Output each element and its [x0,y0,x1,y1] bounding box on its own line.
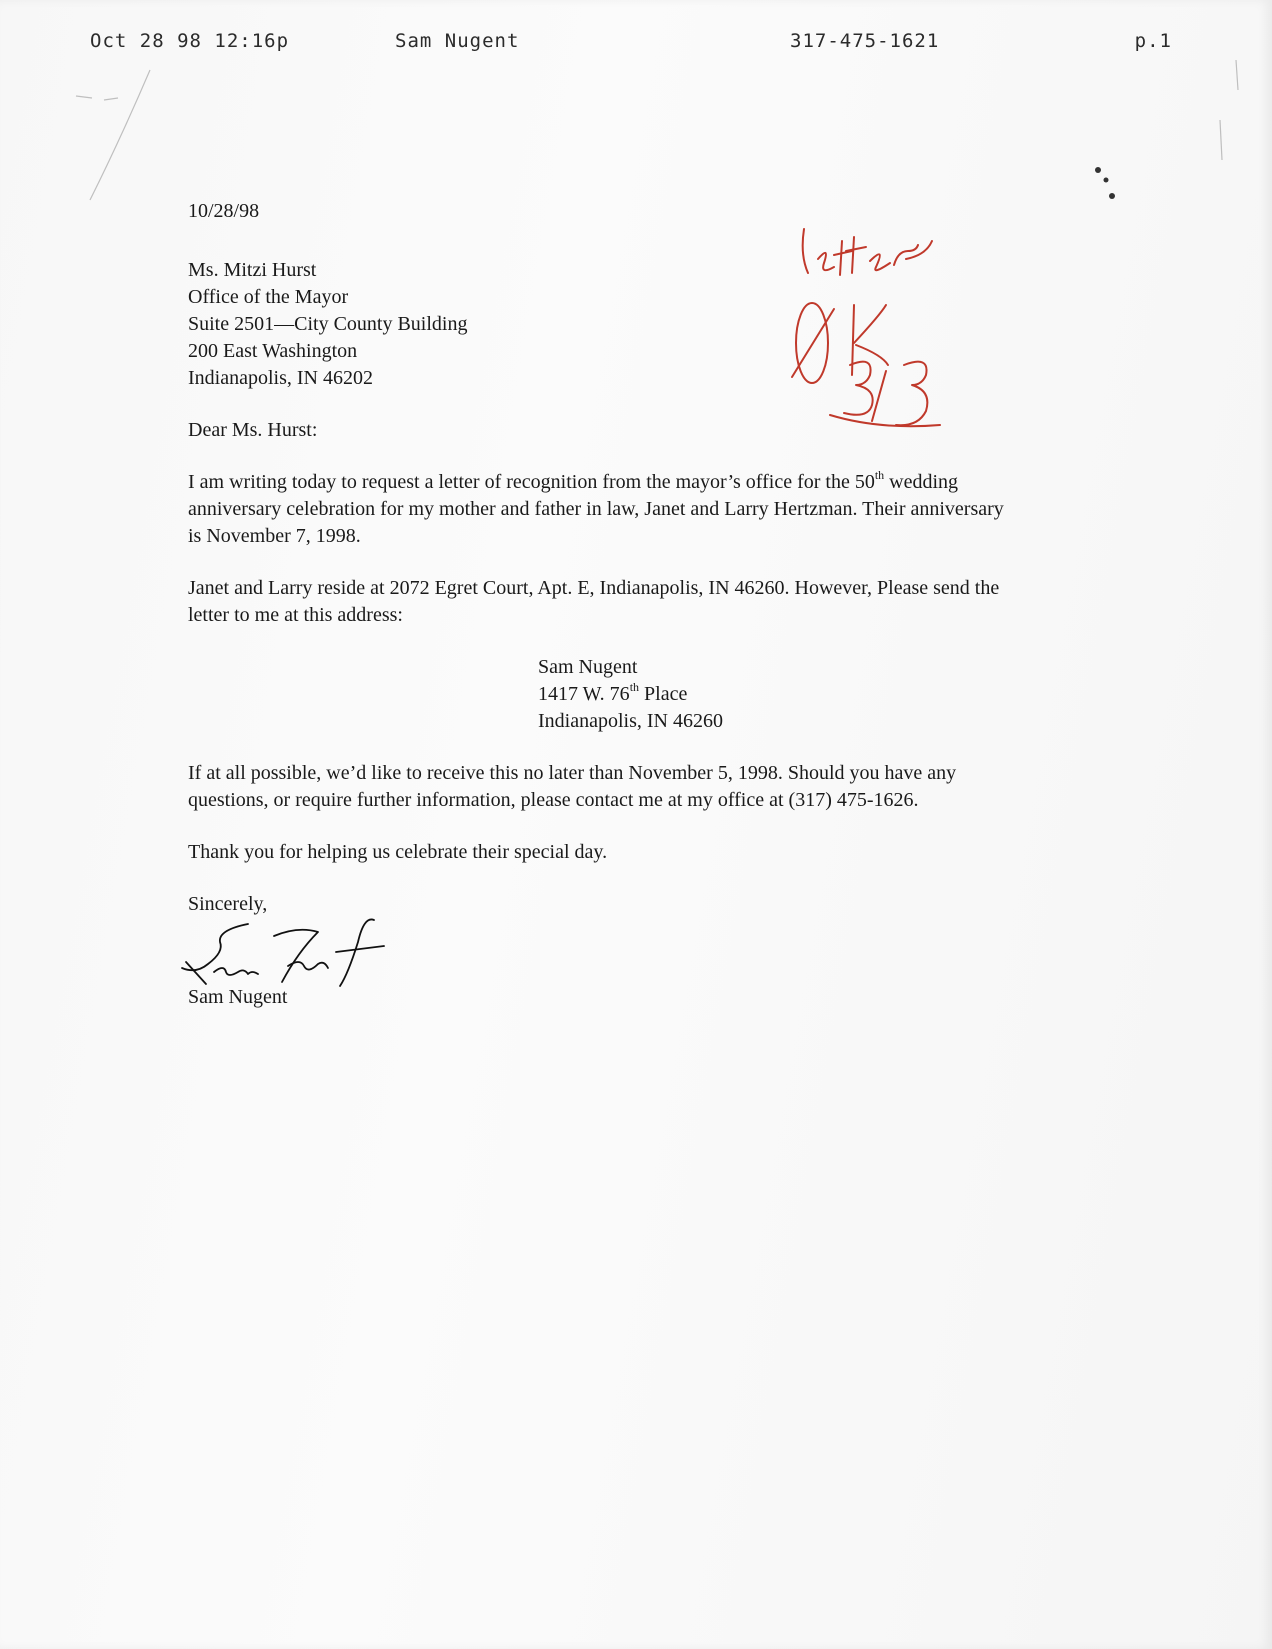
fax-sender: Sam Nugent [395,30,520,52]
ordinal-suffix: th [874,468,885,482]
paragraph-request-part1: I am writing today to request a letter of recognition from the mayor’s office for the 50 [188,471,875,493]
paragraph-request [188,469,1008,550]
closing: Sincerely, [188,893,268,915]
paragraph-deadline: If at all possible, we’d like to receive this no later than November 5, 1998. Should you have any questions, or require further information, please contact me at my office at (317) 475-1626. [188,762,957,811]
recipient-street: 200 East Washington [188,340,358,362]
fax-phone: 317-475-1621 [790,30,940,52]
return-street-part2: Place [639,683,688,705]
recipient-city: Indianapolis, IN 46202 [188,367,373,389]
return-city: Indianapolis, IN 46260 [538,710,723,732]
recipient-address [188,257,1008,392]
fax-header [90,30,1172,60]
ordinal-suffix: th [629,680,640,694]
paragraph-thanks: Thank you for helping us celebrate their special day. [188,841,608,863]
handwritten-signature [178,912,388,992]
return-street [538,681,1008,708]
recipient-suite: Suite 2501—City County Building [188,313,468,335]
fax-page-number: p.1 [1134,30,1172,52]
recipient-name: Ms. Mitzi Hurst [188,259,317,281]
letter-date: 10/28/98 [188,200,260,222]
return-name: Sam Nugent [538,656,638,678]
signer-name: Sam Nugent [188,986,288,1008]
paragraph-request-part2: wedding anniversary celebration for my mother and father in law, Janet and Larry Hertzman. Their anniversary is November 7, 1998. [188,471,1004,547]
fax-datetime: Oct 28 98 12:16p [90,30,290,52]
return-street-part1: 1417 W. 76 [538,683,630,705]
return-address [538,654,1008,735]
letter-body [188,198,1008,1011]
recipient-office: Office of the Mayor [188,286,349,308]
paragraph-residence: Janet and Larry reside at 2072 Egret Court, Apt. E, Indianapolis, IN 46260. However, Please send the letter to me at this address: [188,577,1000,626]
salutation: Dear Ms. Hurst: [188,419,318,441]
